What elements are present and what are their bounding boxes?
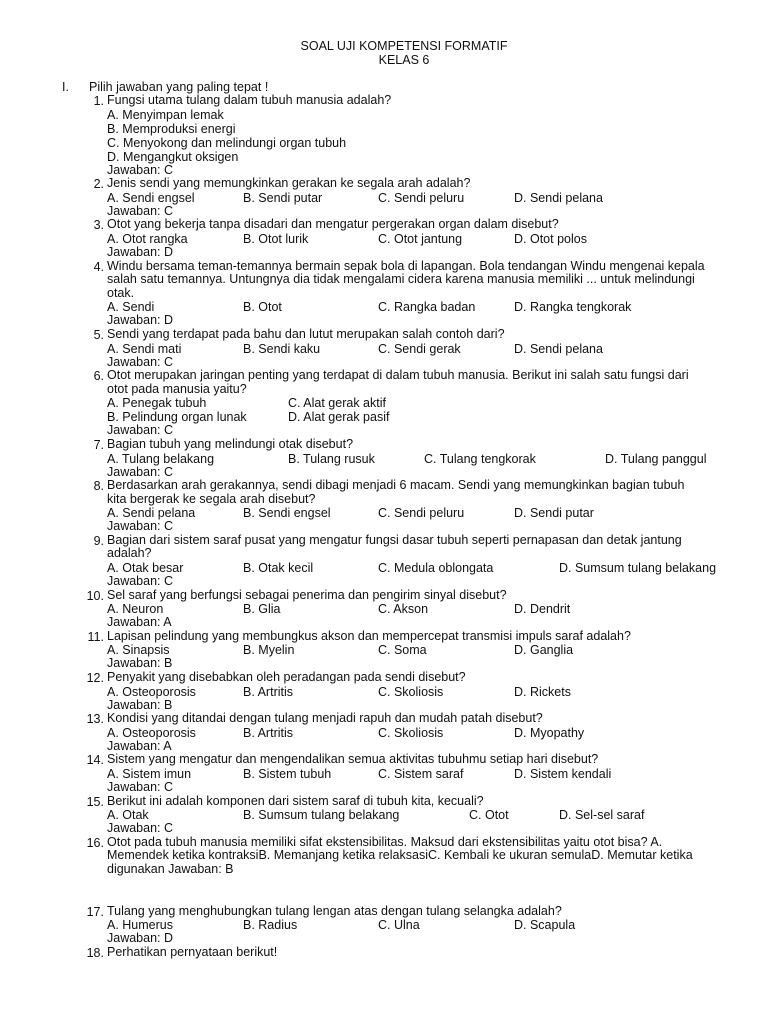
answer-option: B. Glia [243, 602, 281, 617]
answer-key: Jawaban: C [107, 821, 174, 836]
option-row [107, 232, 768, 246]
section-numeral: I. [62, 80, 69, 94]
document-title [0, 39, 768, 67]
answer-option: B. Memproduksi energi [107, 121, 236, 136]
question-item [0, 328, 768, 369]
question-number: 2. [93, 177, 104, 192]
answer-option: A. Penegak tubuh [107, 396, 207, 411]
question-number: 3. [93, 218, 104, 233]
question-number: 9. [93, 533, 104, 548]
answer-option: C. Sendi peluru [378, 506, 465, 521]
question-text: Bagian dari sistem saraf pusat yang mengatur fungsi dasar tubuh seperti pernapasan dan detak jantung adalah? [107, 532, 682, 561]
answer-option: D. Sistem kendali [514, 767, 612, 781]
question-item [0, 905, 768, 946]
option-row [107, 685, 768, 699]
question-number: 8. [93, 479, 104, 494]
question-item [0, 369, 768, 438]
answer-option: C. Akson [378, 602, 429, 617]
question-number: 1. [93, 94, 104, 108]
answer-option: C. Alat gerak aktif [288, 396, 386, 411]
question-item [0, 753, 768, 794]
question-item [0, 94, 768, 177]
question-item [0, 795, 768, 836]
option-row [107, 410, 768, 424]
question-text: Bagian tubuh yang melindungi otak disebut? [107, 436, 354, 451]
answer-key: Jawaban: C [107, 574, 174, 589]
answer-option: D. Sendi pelana [514, 190, 603, 205]
answer-key: Jawaban: C [107, 203, 174, 218]
answer-option: D. Mengangkut oksigen [107, 149, 239, 164]
question-text: Jenis sendi yang memungkinkan gerakan ke segala arah adalah? [107, 176, 471, 191]
answer-option: A. Otak besar [107, 561, 184, 576]
option-row [107, 918, 768, 932]
answer-option: B. Otot [243, 300, 282, 315]
answer-option: D. Tulang panggul [605, 451, 707, 466]
question-item [0, 260, 768, 328]
question-text: Kondisi yang ditandai dengan tulang menjadi rapuh dan mudah patah disebut? [107, 711, 543, 726]
answer-key: Jawaban: A [107, 615, 172, 630]
question-item [0, 177, 768, 218]
option-row [107, 561, 768, 575]
option-row [107, 136, 768, 150]
answer-key: Jawaban: A [107, 738, 172, 753]
answer-option: B. Sendi putar [243, 190, 323, 205]
answer-option: C. Otot jantung [378, 231, 463, 246]
answer-option: C. Soma [378, 643, 427, 658]
answer-option: A. Sendi engsel [107, 190, 195, 205]
question-number: 7. [93, 437, 104, 452]
question-number: 13. [86, 712, 104, 727]
answer-option: D. Sendi putar [514, 506, 594, 521]
option-row [107, 122, 768, 136]
question-list [0, 94, 768, 959]
question-item [0, 671, 768, 712]
answer-option: D. Otot polos [514, 231, 587, 246]
question-item [0, 218, 768, 259]
answer-option: B. Otot lurik [243, 231, 309, 246]
answer-option: B. Sumsum tulang belakang [243, 808, 400, 823]
question-item [0, 712, 768, 753]
answer-option: D. Scapula [514, 918, 576, 933]
question-item [0, 438, 768, 479]
answer-key: Jawaban: C [107, 519, 174, 534]
option-row [107, 108, 768, 122]
answer-option: B. Tulang rusuk [288, 451, 375, 466]
answer-key: Jawaban: D [107, 931, 174, 946]
answer-option: B. Sendi engsel [243, 506, 331, 521]
question-number: 16. [86, 835, 104, 850]
option-row [107, 300, 768, 314]
answer-option: B. Otak kecil [243, 561, 314, 576]
answer-option: D. Sendi pelana [514, 341, 603, 356]
question-text: Fungsi utama tulang dalam tubuh manusia adalah? [107, 93, 392, 107]
option-row [107, 191, 768, 205]
spacer [0, 877, 768, 905]
question-number: 5. [93, 327, 104, 342]
answer-option: D. Myopathy [514, 725, 585, 740]
question-number: 11. [87, 629, 104, 644]
answer-option: C. Sendi peluru [378, 190, 465, 205]
answer-option: A. Tulang belakang [107, 451, 215, 466]
answer-option: C. Sistem saraf [378, 767, 464, 781]
answer-option: A. Otot rangka [107, 231, 188, 246]
question-text: Windu bersama teman-temannya bermain sepak bola di lapangan. Bola tendangan Windu mengenai kepala salah satu temannya. Untungnya dia tidak mengalami cidera karena manusia memiliki ... untuk melindungi otak. [107, 258, 705, 300]
question-number: 17. [86, 904, 104, 919]
question-item [0, 836, 768, 877]
answer-option: A. Otak [107, 808, 149, 823]
question-item [0, 946, 768, 960]
answer-option: A. Sendi [107, 300, 155, 315]
answer-key: Jawaban: B [107, 697, 173, 712]
question-number: 12. [86, 671, 104, 686]
answer-option: D. Sumsum tulang belakang [559, 561, 717, 576]
option-row [107, 767, 768, 781]
answer-option: B. Sistem tubuh [243, 767, 332, 781]
question-text: Sistem yang mengatur dan mengendalikan semua aktivitas tubuhmu setiap hari disebut? [107, 752, 599, 767]
answer-option: D. Alat gerak pasif [288, 410, 390, 425]
answer-option: D. Rickets [514, 684, 571, 699]
option-row [107, 602, 768, 616]
answer-option: D. Dendrit [514, 602, 571, 617]
answer-option: A. Neuron [107, 602, 164, 617]
option-row [107, 396, 768, 410]
answer-option: C. Skoliosis [378, 725, 444, 740]
answer-option: B. Radius [243, 918, 298, 933]
option-row [107, 150, 768, 164]
answer-key: Jawaban: C [107, 780, 174, 794]
question-number: 18. [86, 945, 104, 960]
question-text: Otot yang bekerja tanpa disadari dan mengatur pergerakan organ dalam disebut? [107, 217, 559, 232]
question-text: Penyakit yang disebabkan oleh peradangan pada sendi disebut? [107, 670, 466, 685]
section-heading [62, 80, 268, 94]
answer-key: Jawaban: C [107, 464, 174, 479]
answer-option: C. Ulna [378, 918, 420, 933]
option-row [107, 808, 768, 822]
answer-option: B. Pelindung organ lunak [107, 410, 247, 425]
answer-option: B. Myelin [243, 643, 295, 658]
answer-option: A. Sendi mati [107, 341, 182, 356]
question-text: Berikut ini adalah komponen dari sistem saraf di tubuh kita, kecuali? [107, 793, 484, 808]
answer-key: Jawaban: C [107, 354, 174, 369]
question-text: Lapisan pelindung yang membungkus akson dan mempercepat transmisi impuls saraf adalah? [107, 628, 631, 643]
answer-key: Jawaban: D [107, 244, 174, 259]
answer-option: C. Medula oblongata [378, 561, 494, 576]
answer-option: A. Humerus [107, 918, 173, 933]
answer-option: A. Sendi pelana [107, 506, 196, 521]
option-row [107, 452, 768, 466]
question-item [0, 589, 768, 630]
answer-key: Jawaban: D [107, 313, 174, 328]
question-item [0, 534, 768, 589]
answer-option: A. Sinapsis [107, 643, 170, 658]
question-text: Sel saraf yang berfungsi sebagai penerima dan pengirim sinyal disebut? [107, 587, 507, 602]
question-number: 15. [86, 794, 104, 809]
subtitle-line: KELAS 6 [378, 53, 430, 67]
answer-option: A. Osteoporosis [107, 684, 196, 699]
question-text: Perhatikan pernyataan berikut! [107, 944, 278, 959]
answer-option: A. Menyimpan lemak [107, 107, 224, 122]
answer-key: Jawaban: C [107, 423, 174, 438]
question-text: Sendi yang terdapat pada bahu dan lutut merupakan salah contoh dari? [107, 326, 505, 341]
option-row [107, 643, 768, 657]
question-item [0, 630, 768, 671]
title-line: SOAL UJI KOMPETENSI FORMATIF [300, 39, 508, 53]
answer-key: Jawaban: C [107, 162, 174, 177]
question-text: Tulang yang menghubungkan tulang lengan atas dengan tulang selangka adalah? [107, 903, 562, 918]
answer-option: D. Sel-sel saraf [559, 808, 645, 823]
question-number: 14. [86, 753, 104, 768]
section-instruction: Pilih jawaban yang paling tepat ! [89, 80, 269, 94]
answer-option: D. Ganglia [514, 643, 574, 658]
answer-option: A. Osteoporosis [107, 725, 196, 740]
answer-option: D. Rangka tengkorak [514, 300, 632, 315]
question-text: Otot pada tubuh manusia memiliki sifat ekstensibilitas. Maksud dari ekstensibilitas yaitu otot bisa? A. Memendek ketika kontraksiB. Memanjang ketika relaksasiC. Kembali ke ukuran semulaD. Memutar ketika digunakan Jawaban: B [107, 834, 693, 876]
option-row [107, 342, 768, 356]
answer-option: C. Rangka badan [378, 300, 476, 315]
answer-option: B. Artritis [243, 725, 294, 740]
option-row [107, 506, 768, 520]
answer-option: C. Sendi gerak [378, 341, 461, 356]
question-item [0, 479, 768, 534]
answer-option: A. Sistem imun [107, 767, 192, 781]
answer-option: C. Skoliosis [378, 684, 444, 699]
answer-option: C. Tulang tengkorak [424, 451, 536, 466]
answer-key: Jawaban: B [107, 656, 173, 671]
answer-option: B. Artritis [243, 684, 294, 699]
question-number: 4. [93, 259, 104, 274]
answer-option: C. Menyokong dan melindungi organ tubuh [107, 135, 347, 150]
question-number: 10. [86, 588, 104, 603]
answer-option: B. Sendi kaku [243, 341, 321, 356]
option-row [107, 726, 768, 740]
answer-option: C. Otot [469, 808, 509, 823]
question-text: Otot merupakan jaringan penting yang terdapat di dalam tubuh manusia. Berikut ini salah satu fungsi dari otot pada manusia yaitu? [107, 368, 689, 396]
question-text: Berdasarkan arah gerakannya, sendi dibagi menjadi 6 macam. Sendi yang memungkinkan bagian tubuh kita bergerak ke segala arah disebut? [107, 478, 685, 506]
question-number: 6. [93, 369, 104, 384]
